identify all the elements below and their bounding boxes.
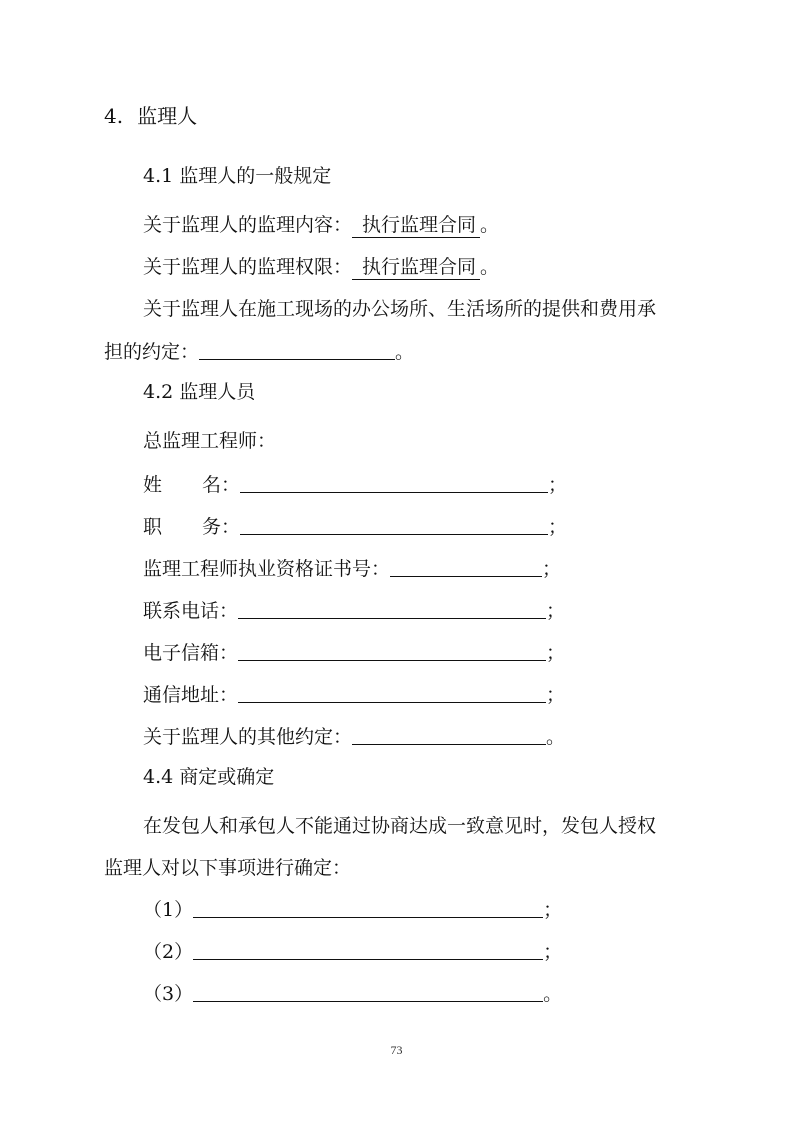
supervision-authority-row bbox=[143, 253, 499, 281]
address-label: 通信地址： bbox=[143, 684, 239, 706]
item-row-1 bbox=[143, 895, 562, 923]
phone-label: 联系电话： bbox=[143, 600, 239, 622]
subsection-heading-4-4: 4.4 商定或确定 bbox=[143, 766, 275, 788]
position-row bbox=[143, 512, 567, 540]
subsection-heading-4-2: 4.2 监理人员 bbox=[143, 381, 256, 403]
row-end: 。 bbox=[480, 256, 500, 278]
phone-row bbox=[143, 596, 565, 624]
row-end: 。 bbox=[546, 726, 566, 748]
position-field[interactable] bbox=[240, 512, 548, 535]
item-field-3[interactable] bbox=[193, 979, 543, 1002]
supervision-content-row bbox=[143, 211, 499, 239]
supervision-content-label: 关于监理人的监理内容： bbox=[143, 214, 353, 236]
row-end: 。 bbox=[543, 983, 563, 1005]
row-end: ； bbox=[546, 600, 566, 622]
row-end: ； bbox=[548, 474, 568, 496]
section-number: 4. bbox=[104, 104, 124, 128]
office-provision-label: 担的约定： bbox=[104, 341, 200, 363]
item-number: （2） bbox=[143, 941, 194, 963]
other-agreement-label: 关于监理人的其他约定： bbox=[143, 726, 353, 748]
name-label-char1: 姓 bbox=[143, 474, 163, 496]
row-end: ； bbox=[543, 899, 563, 921]
phone-field[interactable] bbox=[238, 596, 546, 619]
certificate-field[interactable] bbox=[390, 554, 542, 577]
row-end: 。 bbox=[480, 214, 500, 236]
determination-text-1: 在发包人和承包人不能通过协商达成一致意见时，发包人授权 bbox=[143, 815, 657, 837]
section-title: 监理人 bbox=[137, 104, 198, 128]
item-row-3 bbox=[143, 979, 562, 1007]
row-end: ； bbox=[542, 558, 562, 580]
position-label-char1: 职 bbox=[143, 516, 163, 538]
row-end: 。 bbox=[395, 341, 415, 363]
subsection-heading-4-1: 4.1 监理人的一般规定 bbox=[143, 165, 332, 187]
name-label-char2: 名： bbox=[202, 474, 241, 496]
row-end: ； bbox=[548, 516, 568, 538]
other-agreement-field[interactable] bbox=[352, 722, 546, 745]
row-end: ； bbox=[546, 684, 566, 706]
office-provision-field[interactable] bbox=[199, 337, 395, 360]
item-row-2 bbox=[143, 937, 562, 965]
row-end: ； bbox=[543, 941, 563, 963]
item-number: （3） bbox=[143, 983, 194, 1005]
supervision-content-field[interactable]: 执行监理合同 bbox=[352, 213, 480, 238]
other-agreement-row bbox=[143, 722, 565, 750]
supervision-authority-field[interactable]: 执行监理合同 bbox=[352, 255, 480, 280]
section-heading bbox=[104, 102, 197, 130]
determination-text-2: 监理人对以下事项进行确定： bbox=[104, 857, 352, 879]
supervision-authority-label: 关于监理人的监理权限： bbox=[143, 256, 353, 278]
item-field-1[interactable] bbox=[193, 895, 543, 918]
item-field-2[interactable] bbox=[193, 937, 543, 960]
address-row bbox=[143, 680, 565, 708]
name-row bbox=[143, 470, 567, 498]
email-label: 电子信箱： bbox=[143, 642, 239, 664]
address-field[interactable] bbox=[238, 680, 546, 703]
email-field[interactable] bbox=[238, 638, 546, 661]
page-number: 73 bbox=[390, 1043, 403, 1057]
office-provision-row bbox=[104, 337, 414, 365]
name-field[interactable] bbox=[240, 470, 548, 493]
certificate-label: 监理工程师执业资格证书号： bbox=[143, 558, 391, 580]
certificate-row bbox=[143, 554, 561, 582]
chief-engineer-label: 总监理工程师： bbox=[143, 430, 277, 452]
position-label-char2: 务： bbox=[202, 516, 241, 538]
office-provision-text: 关于监理人在施工现场的办公场所、生活场所的提供和费用承 bbox=[143, 298, 657, 320]
email-row bbox=[143, 638, 565, 666]
item-number: （1） bbox=[143, 899, 194, 921]
row-end: ； bbox=[546, 642, 566, 664]
